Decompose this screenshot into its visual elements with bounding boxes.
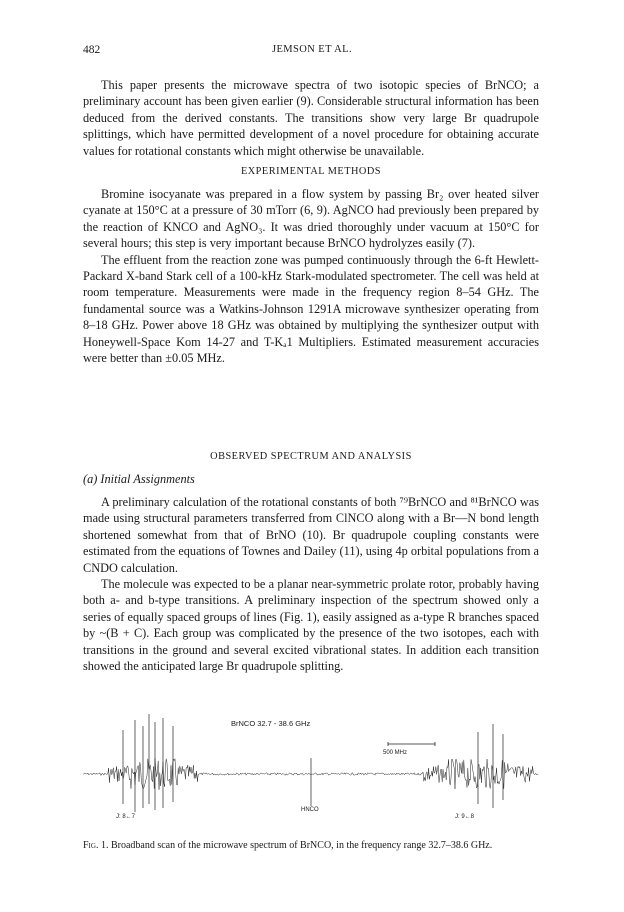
experimental-section: [83, 164, 539, 180]
observed-section: [83, 449, 539, 465]
experimental-paragraph-1: Bromine isocyanate was prepared in a flow system by passing Br₂ over heated silver cyanate at 150°C at a pressure of 30 mTorr (6, 9). AgNCO had previously been prepared by the reaction of KNCO and AgNO₃. It was dried thoroughly under vacuum at 150°C for several hours; this step is very important because BrNCO hydrolyzes easily (7).: [83, 187, 539, 251]
observed-paragraph-2: The molecule was expected to be a planar near-symmetric prolate rotor, probably having both a- and b-type transitions. A preliminary inspection of the spectrum showed only a series of equally spaced groups of lines (Fig. 1), easily assigned as a-type R branches spaced by ~(B + C). Each group was complicated by the presence of the two isotopes, each with transitions in the ground and several excited vibrational states. In addition each transition showed the anticipated large Br quadrupole splitting.: [83, 577, 539, 674]
figure-title: BrNCO 32.7 - 38.6 GHz: [231, 719, 311, 728]
figure-caption: [83, 839, 539, 852]
j-right-label: J: 9←8: [455, 814, 475, 820]
section-heading-observed: OBSERVED SPECTRUM AND ANALYSIS: [210, 451, 412, 462]
caption-label: Fig. 1.: [83, 840, 109, 851]
intro-paragraph: This paper presents the microwave spectra of two isotopic species of BrNCO; a preliminary account has been given earlier (9). Considerable structural information has been deduced from the derived constants. The transitions show very large Br quadrupole splittings, which have permitted development of a novel procedure for obtaining accurate values for rotational constants which might otherwise be unavailable.: [83, 78, 539, 158]
page-number: 482: [83, 44, 101, 56]
intro-block: [83, 77, 539, 159]
j-left-label: J: 8←7: [116, 814, 136, 820]
subsection-heading: [83, 471, 539, 487]
experimental-body: [83, 186, 539, 366]
running-head: JEMSON ET AL.: [272, 44, 352, 55]
scale-label: 500 MHz: [383, 750, 408, 756]
hnco-label: HNCO: [301, 807, 319, 813]
observed-body: [83, 494, 539, 674]
caption-text: Broadband scan of the microwave spectrum of BrNCO, in the frequency range 32.7–38.6 GHz.: [108, 840, 493, 851]
page-header: [83, 44, 541, 60]
experimental-paragraph-2: The effluent from the reaction zone was pumped continuously through the 6-ft Hewlett-Packard X-band Stark cell of a 100-kHz Stark-modulated spectrometer. The cell was held at room temperature. Measurements were made in the frequency region 8–54 GHz. The fundamental source was a Watkins-Johnson 1291A microwave synthesizer operating from 8–18 GHz. Power above 18 GHz was obtained by multiplying the synthesizer output with Honeywell-Space Kom 14-27 and T-Kₐ1 Multipliers. Estimated measurement accuracies were better than ±0.05 MHz.: [83, 252, 539, 366]
figure-1-spectrum: [83, 712, 539, 830]
observed-paragraph-1: A preliminary calculation of the rotational constants of both ⁷⁹BrNCO and ⁸¹BrNCO was made using structural parameters transferred from ClNCO along with a Br—N bond length shortened somewhat from that of BrNO (10). Br quadrupole coupling constants were estimated from the equations of Townes and Dailey (11), using 4p orbital populations from a CNDO calculation.: [83, 495, 539, 575]
subsection-a-title: (a) Initial Assignments: [83, 472, 195, 486]
spectrum-noise-trace: [83, 758, 538, 790]
section-heading-experimental: EXPERIMENTAL METHODS: [240, 166, 382, 177]
